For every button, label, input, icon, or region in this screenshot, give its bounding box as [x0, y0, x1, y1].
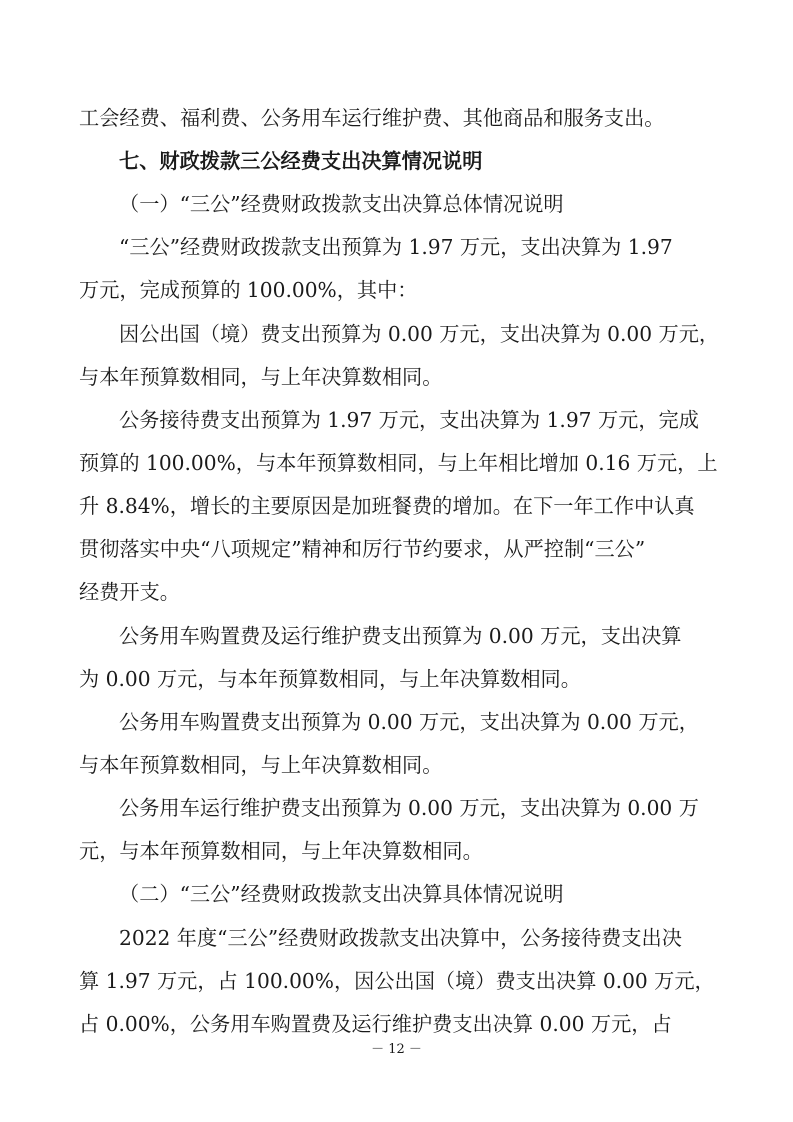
paragraph-line: 因公出国（境）费支出预算为 0.00 万元，支出决算为 0.00 万元， — [119, 322, 720, 346]
subsection-heading: （二）“三公”经费财政拨款支出决算具体情况说明 — [119, 882, 564, 906]
paragraph-line: 公务用车运行维护费支出预算为 0.00 万元，支出决算为 0.00 万 — [119, 796, 699, 820]
paragraph-line: 公务接待费支出预算为 1.97 万元，支出决算为 1.97 万元，完成 — [119, 408, 699, 432]
subsection-heading: （一）“三公”经费财政拨款支出决算总体情况说明 — [119, 192, 564, 216]
paragraph-line: 公务用车购置费及运行维护费支出预算为 0.00 万元，支出决算 — [119, 624, 682, 648]
paragraph-line: 升 8.84%，增长的主要原因是加班餐费的增加。在下一年工作中认真 — [79, 494, 695, 518]
section-heading: 七、财政拨款三公经费支出决算情况说明 — [119, 149, 483, 173]
paragraph-line: 经费开支。 — [79, 580, 180, 604]
paragraph-line: 公务用车购置费支出预算为 0.00 万元，支出决算为 0.00 万元， — [119, 710, 699, 734]
paragraph-line: 工会经费、福利费、公务用车运行维护费、其他商品和服务支出。 — [79, 106, 665, 130]
paragraph-line: 算 1.97 万元，占 100.00%，因公出国（境）费支出决算 0.00 万元， — [79, 969, 715, 993]
paragraph-line: 元，与本年预算数相同，与上年决算数相同。 — [79, 839, 483, 863]
page-number: － 12 － — [371, 1042, 422, 1057]
paragraph-line: 2022 年度“三公”经费财政拨款支出决算中，公务接待费支出决 — [119, 926, 682, 950]
paragraph-line: 占 0.00%，公务用车购置费及运行维护费支出决算 0.00 万元，占 — [79, 1012, 672, 1036]
paragraph-line: “三公”经费财政拨款支出预算为 1.97 万元，支出决算为 1.97 — [119, 235, 673, 259]
paragraph-line: 与本年预算数相同，与上年决算数相同。 — [79, 753, 443, 777]
paragraph-line: 贯彻落实中央“八项规定”精神和厉行节约要求，从严控制“三公” — [79, 537, 646, 561]
paragraph-line: 预算的 100.00%，与本年预算数相同，与上年相比增加 0.16 万元，上 — [79, 451, 718, 475]
paragraph-line: 为 0.00 万元，与本年预算数相同，与上年决算数相同。 — [79, 667, 581, 691]
paragraph-line: 万元，完成预算的 100.00%，其中： — [79, 278, 418, 302]
paragraph-line: 与本年预算数相同，与上年决算数相同。 — [79, 365, 443, 389]
